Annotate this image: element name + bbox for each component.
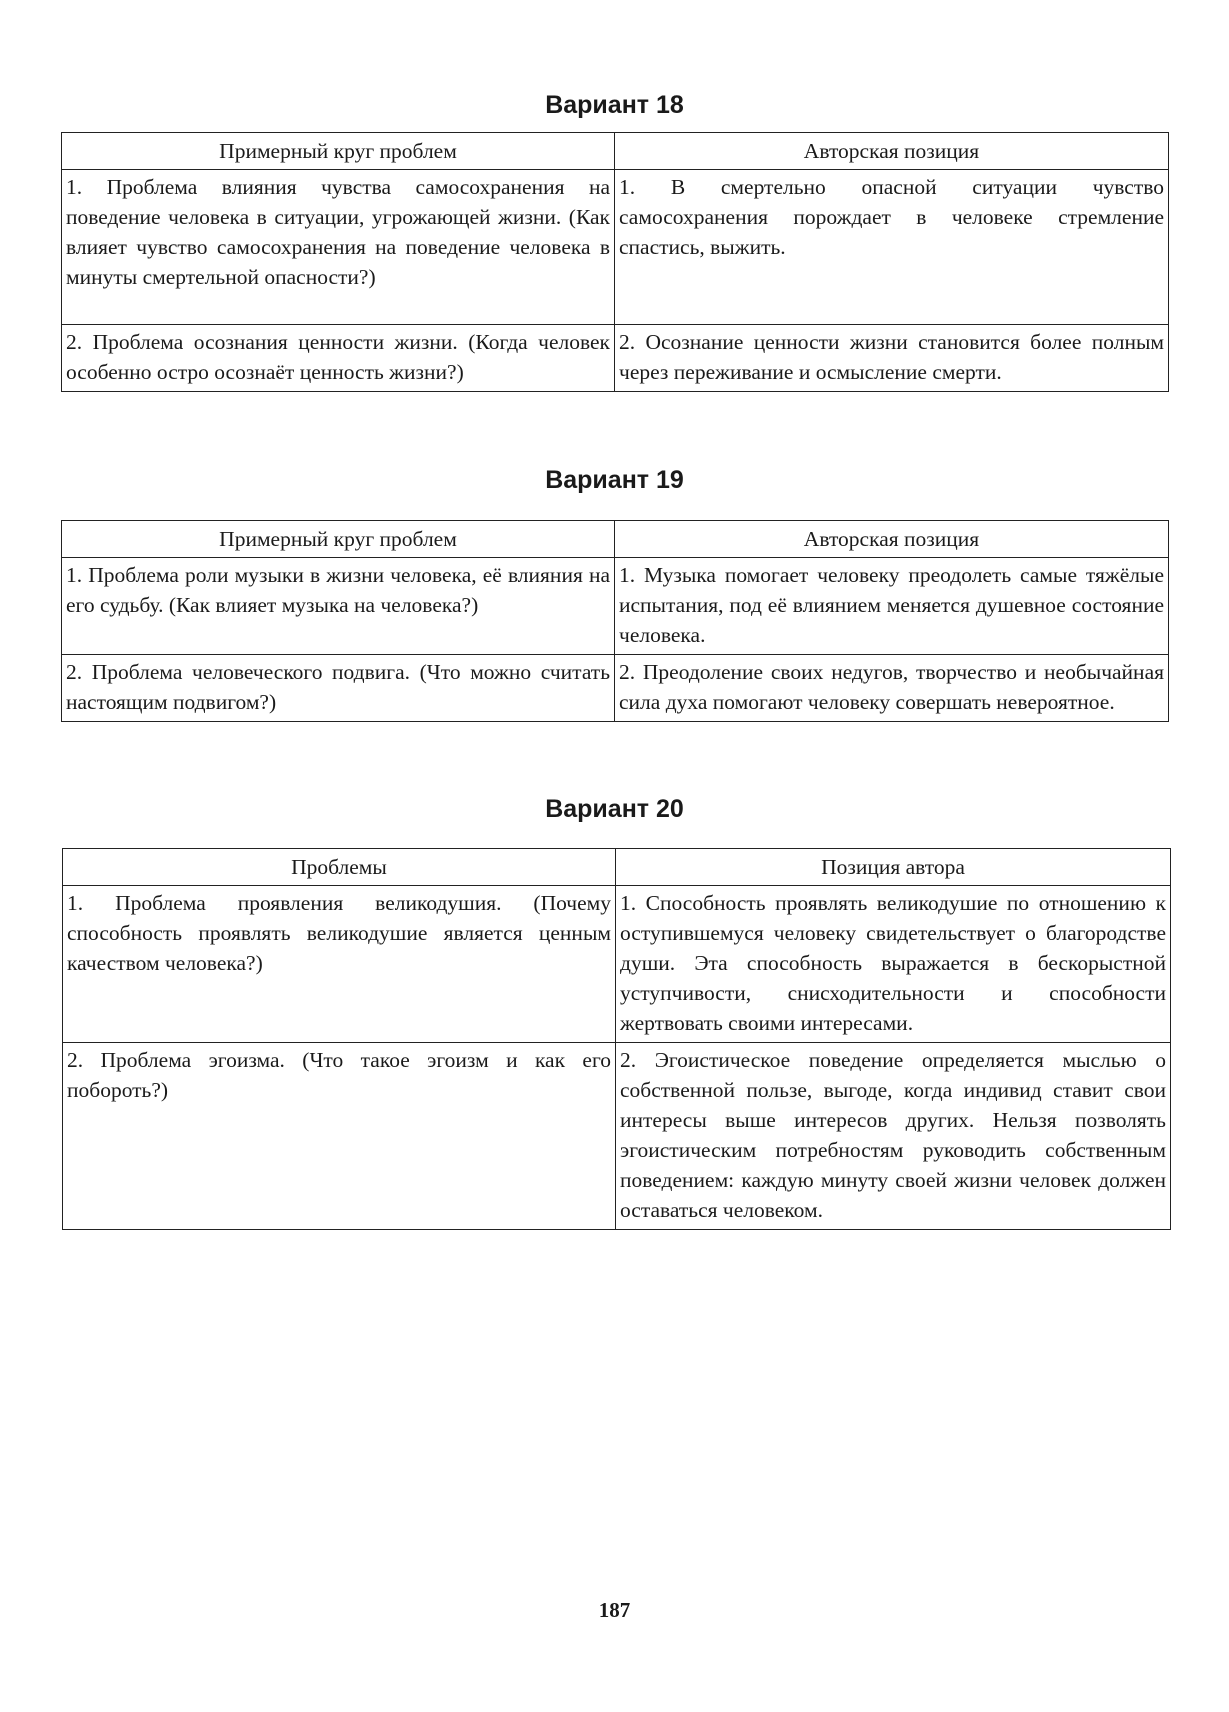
position-cell: 1. В смертельно опасной ситуации чувство самосохранения порождает в человеке стремление спастись, выжить. [615,170,1169,325]
variant-18-table [61,132,1169,392]
problem-cell: 2. Проблема эгоизма. (Что такое эгоизм и как его побороть?) [63,1043,616,1230]
variant-20-table [62,848,1171,1230]
table-header-row [63,849,1171,886]
column-header-position: Авторская позиция [615,133,1169,170]
problem-cell: 2. Проблема человеческого подвига. (Что можно считать настоящим подвигом?) [62,655,615,722]
position-cell: 1. Музыка помогает человеку преодолеть самые тяжёлые испытания, под её влиянием меняется душевное состояние человека. [615,558,1169,655]
page-number: 187 [598,1598,631,1622]
position-cell: 1. Способность проявлять великодушие по отношению к оступившемуся человеку свидетельствует о благородстве души. Эта способность выражается в бескорыстной уступчивости, снисходительности и способности жертвовать своими интересами. [616,886,1171,1043]
problem-cell: 2. Проблема осознания ценности жизни. (Когда человек особенно остро осознаёт ценность жизни?) [62,325,615,392]
position-cell: 2. Эгоистическое поведение определяется мыслью о собственной пользе, выгоде, когда индивид ставит свои интересы выше интересов других. Нельзя позволять эгоистическим потребностям руководить собственным поведением: каждую минуту своей жизни человек должен оставаться человеком. [616,1043,1171,1230]
problem-cell: 1. Проблема влияния чувства самосохранения на поведение человека в ситуации, угрожающей жизни. (Как влияет чувство самосохранения на поведение человека в минуты смертельной опасности?) [62,170,615,325]
position-cell: 2. Преодоление своих недугов, творчество и необычайная сила духа помогают человеку совершать невероятное. [615,655,1169,722]
variant-19-title: Вариант 19 [545,466,684,494]
table-row [62,655,1169,722]
column-header-position: Авторская позиция [615,521,1169,558]
table-row [63,1043,1171,1230]
column-header-problems: Проблемы [63,849,616,886]
table-row [62,558,1169,655]
table-row [62,170,1169,325]
variant-19-table [61,520,1169,722]
table-row [62,325,1169,392]
table-header-row [62,133,1169,170]
column-header-problems: Примерный круг проблем [62,133,615,170]
table-header-row [62,521,1169,558]
table-row [63,886,1171,1043]
variant-18-title: Вариант 18 [545,91,684,119]
problem-cell: 1. Проблема роли музыки в жизни человека, её влияния на его судьбу. (Как влияет музыка на человека?) [62,558,615,655]
problem-cell: 1. Проблема проявления великодушия. (Почему способность проявлять великодушие является ценным качеством человека?) [63,886,616,1043]
position-cell: 2. Осознание ценности жизни становится более полным через переживание и осмысление смерти. [615,325,1169,392]
column-header-position: Позиция автора [616,849,1171,886]
variant-20-title: Вариант 20 [545,795,684,823]
column-header-problems: Примерный круг проблем [62,521,615,558]
